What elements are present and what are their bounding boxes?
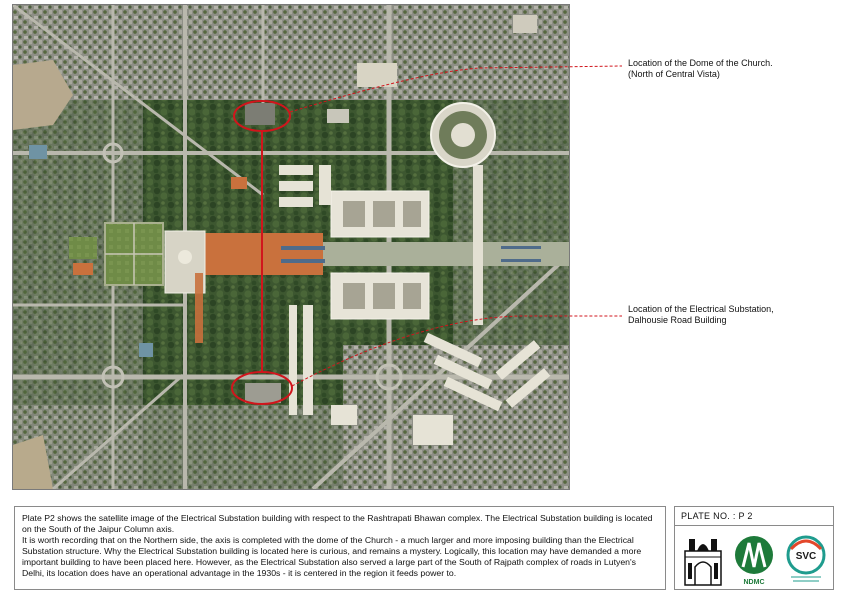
dome-callout-title: Location of the Dome of the Church.	[628, 58, 773, 68]
heritage-gate-icon	[681, 533, 725, 587]
ndmc-logo-icon	[731, 533, 777, 587]
description-panel	[14, 506, 666, 590]
svc-logo-text: SVC	[795, 551, 817, 562]
dome-callout	[628, 58, 828, 80]
description-paragraph: It is worth recording that on the Northern side, the axis is completed with the dome of the Church - a much larger and more imposing building than the Electrical Substation structure. Why the Electrical Substation building is located here is curious, and remains a mystery. Logically, this location may have demanded a more important building to have been placed here. However, as the Electrical Substation also served a large part of the South of Rajpath complex of roads in Lutyen's Delhi, its location does have an operational advantage in the 1930s - it is centered in the region it feeds power to.	[22, 535, 642, 578]
divider	[675, 525, 833, 526]
dome-callout-subtitle: (North of Central Vista)	[628, 69, 720, 79]
svc-logo-icon	[783, 533, 829, 587]
description-paragraph: Plate P2 shows the satellite image of the Electrical Substation building with respect to the Rashtrapati Bhawan complex. The Electrical Substation building is located on the South of the Jaipur Column axis.	[22, 513, 653, 534]
substation-callout	[628, 304, 838, 326]
substation-callout-subtitle: Dalhousie Road Building	[628, 315, 727, 325]
substation-callout-title: Location of the Electrical Substation,	[628, 304, 774, 314]
plate-number: PLATE NO. : P 2	[681, 511, 753, 521]
dome-highlight-ellipse	[234, 101, 290, 131]
ndmc-logo-text: NDMC	[743, 579, 765, 586]
dome-leader-line	[290, 66, 622, 112]
substation-leader-line	[292, 316, 622, 386]
plate-panel	[674, 506, 834, 590]
substation-highlight-ellipse	[232, 372, 292, 404]
